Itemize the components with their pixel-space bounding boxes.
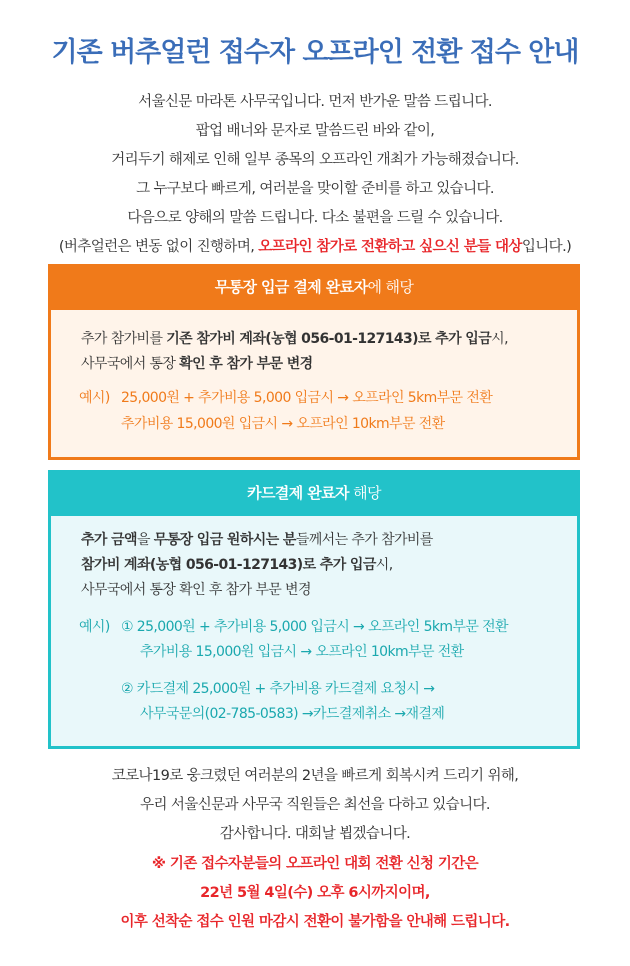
intro-line: 팝업 배너와 문자로 말씀드린 바와 같이,	[195, 123, 435, 139]
instruction-text: 추가 참가비를	[81, 331, 167, 347]
instruction-text: 들께서는 추가 참가비를	[295, 532, 433, 548]
intro-line-target	[0, 233, 630, 262]
example-line: ① 25,000원 + 추가비용 5,000 입금시 → 오프라인 5km부문 전환	[121, 619, 508, 635]
notice-line: 이후 선착순 접수 인원 마감시 전환이 불가함을 안내해 드립니다.	[120, 914, 510, 930]
instruction-bold: 확인 후 참가 부문 변경	[179, 356, 313, 372]
example-line: ② 카드결제 25,000원 + 추가비용 카드결제 요청시 →	[121, 681, 435, 697]
closing-paragraph	[0, 762, 630, 849]
example-line: 추가비용 15,000원 입금시 → 오프라인 10km부문 전환	[140, 644, 464, 660]
card-payment-header-bold: 카드결제 완료자	[247, 484, 349, 502]
intro-line: 다음으로 양해의 말씀 드립니다. 다소 불편을 드릴 수 있습니다.	[127, 210, 503, 226]
example-line: 추가비용 15,000원 입금시 → 오프라인 10km부문 전환	[121, 416, 445, 432]
account-info: 참가비 계좌(농협 056-01-127143)로 추가 입금	[81, 557, 376, 573]
instruction-bold: 무통장 입금 원하시는 분	[153, 532, 296, 548]
bank-transfer-header-bold: 무통장 입금 결제 완료자	[214, 278, 368, 296]
bank-transfer-header-rest: 에 해당	[367, 278, 414, 296]
intro-paragraph	[0, 88, 630, 262]
page-title: 기존 버추얼런 접수자 오프라인 전환 접수 안내	[51, 37, 579, 68]
intro-line: 거리두기 해제로 인해 일부 종목의 오프라인 개최가 가능해졌습니다.	[111, 152, 519, 168]
intro-target-suffix: 입니다.)	[521, 239, 572, 255]
card-payment-header-rest: 해당	[348, 484, 381, 502]
instruction-text: 시,	[375, 557, 393, 573]
instruction-bold: 추가 금액	[81, 532, 137, 548]
intro-target-highlight: 오프라인 참가로 전환하고 싶으신 분들 대상	[258, 239, 522, 255]
card-payment-box	[48, 470, 580, 749]
instruction-text: 을	[136, 532, 154, 548]
instruction-text: 사무국에서 통장	[81, 356, 180, 372]
card-payment-header	[48, 470, 580, 516]
card-payment-instructions	[81, 528, 433, 603]
instruction-text: 시,	[491, 331, 508, 347]
closing-line: 우리 서울신문과 사무국 직원들은 최선을 다하고 있습니다.	[140, 797, 490, 813]
bank-transfer-header	[48, 264, 580, 310]
bank-transfer-instructions	[81, 327, 508, 377]
account-info: 기존 참가비 계좌(농협 056-01-127143)로 추가 입금	[166, 331, 492, 347]
intro-line: 그 누구보다 빠르게, 여러분을 맞이할 준비를 하고 있습니다.	[136, 181, 494, 197]
instruction-text: 사무국에서 통장 확인 후 참가 부문 변경	[81, 582, 311, 598]
closing-line: 감사합니다. 대회날 뵙겠습니다.	[219, 826, 411, 842]
example-label: 예시)	[79, 390, 110, 406]
notice-line: 22년 5월 4일(수) 오후 6시까지이며,	[200, 885, 430, 901]
deadline-notice	[0, 850, 630, 937]
notice-line: ※ 기존 접수자분들의 오프라인 대회 전환 신청 기간은	[151, 856, 479, 872]
intro-target-prefix: (버추얼런은 변동 없이 진행하며,	[58, 239, 259, 255]
example-line: 25,000원 + 추가비용 5,000 입금시 → 오프라인 5km부문 전환	[121, 390, 493, 406]
bank-transfer-box	[48, 264, 580, 460]
intro-line: 서울신문 마라톤 사무국입니다. 먼저 반가운 말씀 드립니다.	[138, 94, 492, 110]
example-label: 예시)	[79, 619, 110, 635]
example-line: 사무국문의(02-785-0583) →카드결제취소 →재결제	[140, 706, 445, 722]
closing-line: 코로나19로 웅크렸던 여러분의 2년을 빠르게 회복시켜 드리기 위해,	[111, 768, 519, 784]
